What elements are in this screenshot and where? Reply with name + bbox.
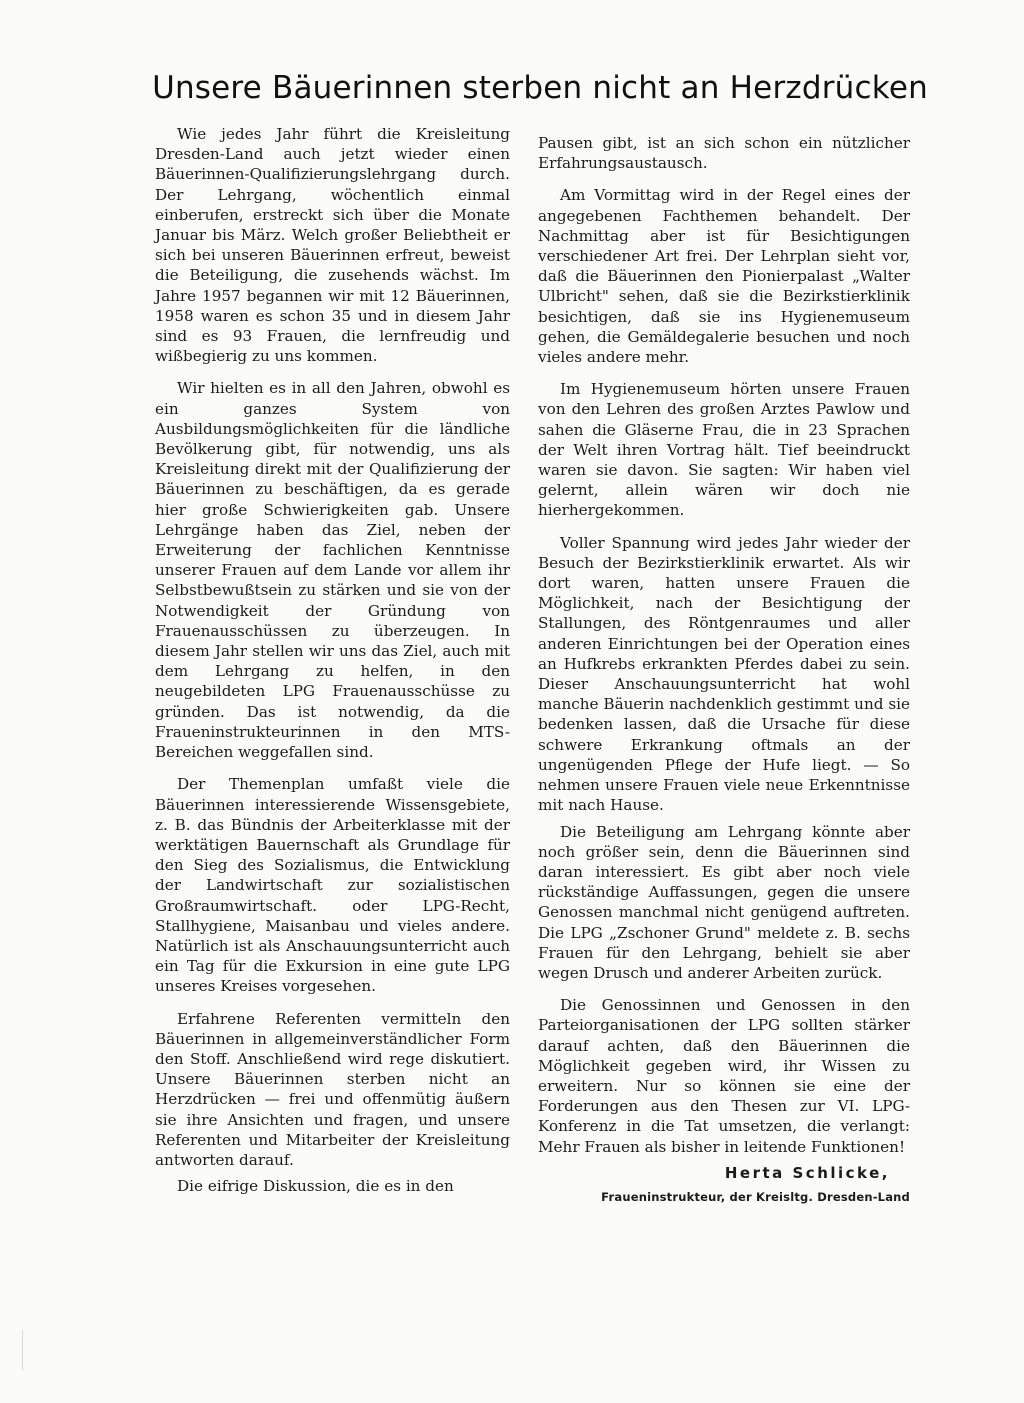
left-column: [155, 124, 510, 1208]
author-signature: [538, 1163, 910, 1207]
paragraph-r1: Pausen gibt, ist an sich schon ein nützlicher Erfahrungsaustausch.: [538, 134, 910, 173]
paragraph-l4: Erfahrene Referenten vermitteln den Bäuerinnen in allgemeinverständlicher Form den Stoff. Anschließend wird rege diskutiert. Unsere Bäuerinnen sterben nicht an Herzdrücken — frei und offenmütig äußern sie ihre Ansichten und fragen, und unsere Referenten und Mitarbeiter der Kreisleitung antworten darauf.: [155, 1009, 510, 1169]
right-column: [538, 133, 910, 1207]
paragraph-r6: Die Genossinnen und Genossen in den Parteiorganisationen der LPG sollten stärker darauf achten, daß den Bäuerinnen die Möglichkeit gegeben wird, ihr Wissen zu erweitern. Nur so können sie eine der Forderungen aus den Thesen zur VI. LPG-Konferenz in die Tat umsetzen, die verlangt: Mehr Frauen als bisher in leitende Funktionen!: [538, 996, 910, 1156]
article-title: Unsere Bäuerinnen sterben nicht an Herzdrücken: [152, 70, 928, 106]
paragraph-r3: Im Hygienemuseum hörten unsere Frauen von den Lehren des großen Arztes Pawlow und sahen die Gläserne Frau, die in 23 Sprachen der Welt ihren Vortrag hält. Tief beeindruckt waren sie davon. Sie sagten: Wir haben viel gelernt, allein wären wir doch nie hierhergekommen.: [538, 380, 910, 520]
author-name: Herta Schlicke,: [724, 1163, 890, 1182]
paragraph-r5: Die Beteiligung am Lehrgang könnte aber noch größer sein, denn die Bäuerinnen sind daran interessiert. Es gibt aber noch viele rückständige Auffassungen, gegen die unsere Genossen manchmal nicht genügend auftreten. Die LPG „Zschoner Grund" meldete z. B. sechs Frauen für den Lehrgang, behielt sie aber wegen Drusch und anderer Arbeiten zurück.: [538, 822, 910, 982]
author-role: Fraueninstrukteur, der Kreisltg. Dresden-Land: [601, 1189, 910, 1204]
scan-margin-mark: [22, 1330, 23, 1370]
paragraph-r4: Voller Spannung wird jedes Jahr wieder der Besuch der Bezirkstierklinik erwartet. Als wir dort waren, hatten unsere Frauen die Möglichkeit, nach der Besichtigung der Stallungen, des Röntgenraumes und aller anderen Einrichtungen bei der Operation eines an Hufkrebs erkrankten Pferdes dabei zu sein. Dieser Anschauungsunterricht hat wohl manche Bäuerin nachdenklich gestimmt und sie bedenken lassen, daß die Ursache für diese schwere Erkrankung oftmals an der ungenügenden Pflege der Hufe liegt. — So nehmen unsere Frauen viele neue Erkenntnisse mit nach Hause.: [538, 533, 910, 815]
paragraph-l5: Die eifrige Diskussion, die es in den: [177, 1177, 454, 1196]
paragraph-l1: Wie jedes Jahr führt die Kreisleitung Dresden-Land auch jetzt wieder einen Bäuerinnen-Qualifizierungslehrgang durch. Der Lehrgang, wöchentlich einmal einberufen, erstreckt sich über die Monate Januar bis März. Welch großer Beliebtheit er sich bei unseren Bäuerinnen erfreut, beweist die Beteiligung, die zusehends wächst. Im Jahre 1957 begannen wir mit 12 Bäuerinnen, 1958 waren es schon 35 und in diesem Jahr sind es 93 Frauen, die lernfreudig und wißbegierig zu uns kommen.: [155, 125, 510, 366]
paragraph-r2: Am Vormittag wird in der Regel eines der angegebenen Fachthemen behandelt. Der Nachmittag aber ist für Besichtigungen verschiedener Art frei. Der Lehrplan sieht vor, daß die Bäuerinnen den Pionierpalast „Walter Ulbricht" sehen, daß sie die Bezirkstierklinik besichtigen, daß sie ins Hygienemuseum gehen, die Gemäldegalerie besuchen und noch vieles andere mehr.: [538, 186, 910, 367]
paragraph-l2: Wir hielten es in all den Jahren, obwohl es ein ganzes System von Ausbildungsmöglichkeiten für die ländliche Bevölkerung gibt, für notwendig, uns als Kreisleitung direkt mit der Qualifizierung der Bäuerinnen zu beschäftigen, da es gerade hier große Schwierigkeiten gab. Unsere Lehrgänge haben das Ziel, neben der Erweiterung der fachlichen Kenntnisse unserer Frauen auf dem Lande vor allem ihr Selbstbewußtsein zu stärken und sie von der Notwendigkeit der Gründung von Frauenausschüssen zu überzeugen. In diesem Jahr stellen wir uns das Ziel, auch mit dem Lehrgang zu helfen, in den neugebildeten LPG Frauenausschüsse zu gründen. Das ist notwendig, da die Fraueninstrukteurinnen in den MTS-Bereichen weggefallen sind.: [155, 379, 510, 762]
paragraph-l3: Der Themenplan umfaßt viele die Bäuerinnen interessierende Wissensgebiete, z. B. das Bündnis der Arbeiterklasse mit der werktätigen Bauernschaft als Grundlage für den Sieg des Sozialismus, die Entwicklung der Landwirtschaft zur sozialistischen Großraumwirtschaft. oder LPG-Recht, Stallhygiene, Maisanbau und vieles andere. Natürlich ist als Anschauungsunterricht auch ein Tag für die Exkursion in eine gute LPG unseres Kreises vorgesehen.: [155, 775, 510, 996]
